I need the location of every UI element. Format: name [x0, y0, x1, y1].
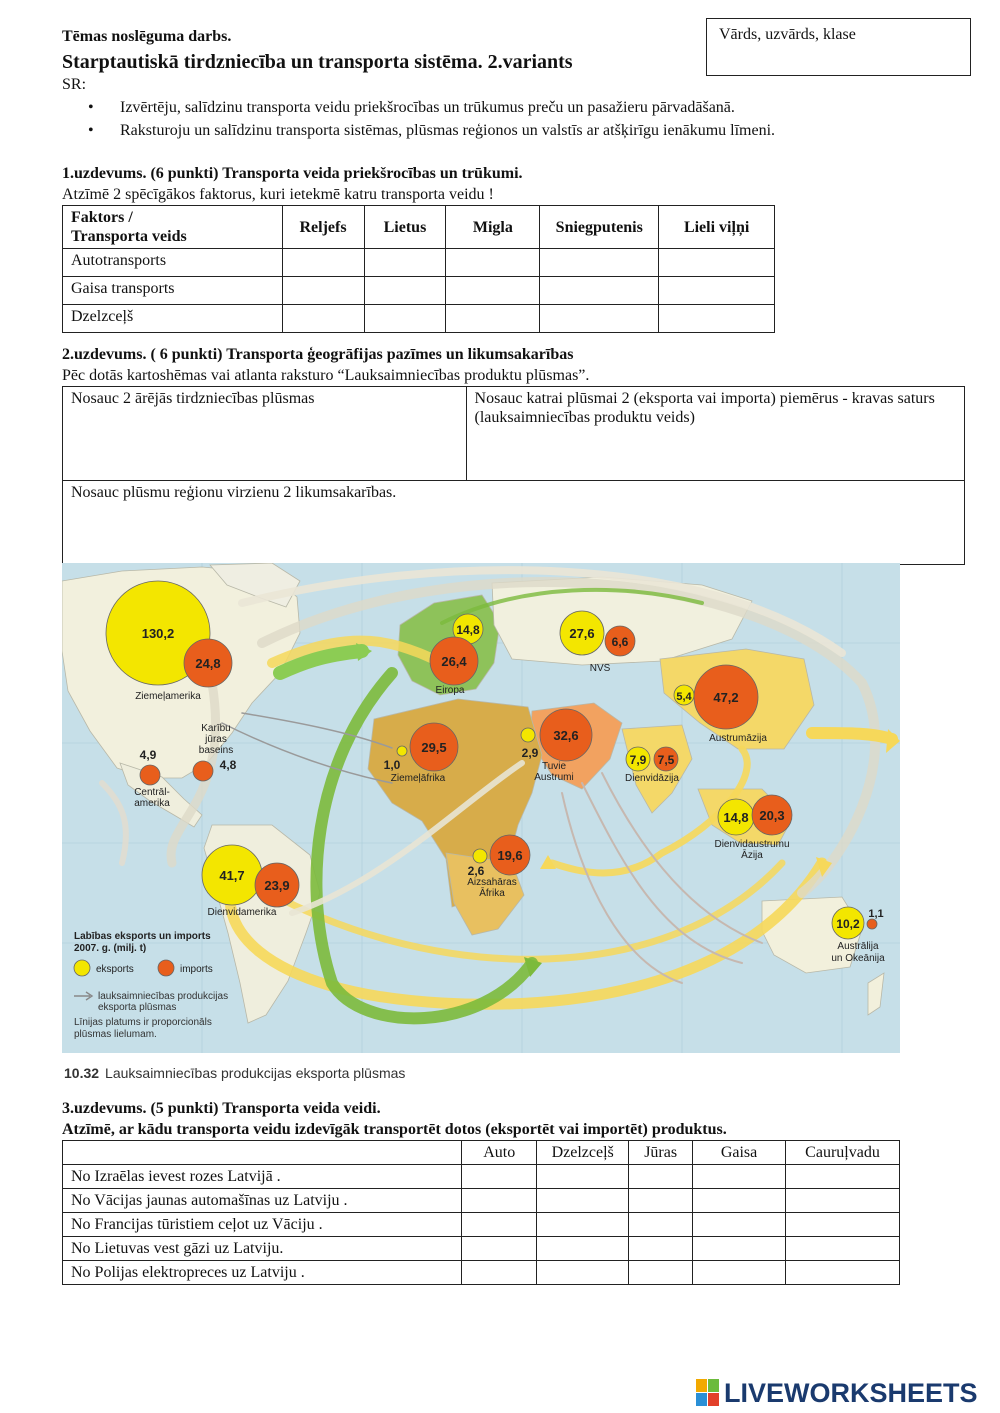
answer-cell[interactable]	[462, 1237, 537, 1261]
answer-cell[interactable]	[446, 305, 540, 333]
legend-import-swatch	[158, 960, 174, 976]
task3-instruction: Atzīmē, ar kādu transporta veidu izdevīgāk transportēt dotos (eksportēt vai importēt) produktus.	[62, 1121, 727, 1138]
legend-note: Līnijas platums ir proporcionāls	[74, 1017, 212, 1028]
region-label: Tuvie	[541, 761, 567, 772]
value-label: 14,8	[456, 623, 480, 637]
value-label: 29,5	[421, 740, 447, 755]
flow-arrow	[812, 733, 892, 739]
region-label: un Okeānija	[831, 953, 885, 964]
task3-title: 3.uzdevums. (5 punkti) Transporta veida veidi.	[62, 1100, 381, 1117]
value-label: 26,4	[441, 654, 467, 669]
answer-cell[interactable]	[629, 1213, 693, 1237]
export-bubble	[521, 728, 535, 742]
task2-flows-label: Nosauc 2 ārējās tirdzniecības plūsmas	[71, 390, 315, 407]
value-label: 41,7	[219, 868, 245, 883]
answer-cell[interactable]	[693, 1261, 786, 1285]
caption-number: 10.32	[64, 1065, 100, 1081]
answer-cell[interactable]	[462, 1261, 537, 1285]
region-label: Austrālija	[837, 941, 879, 952]
region-label: baseins	[198, 745, 234, 756]
task3-col-header: Jūras	[629, 1141, 693, 1165]
answer-cell[interactable]	[786, 1237, 900, 1261]
region-label: NVS	[589, 663, 611, 674]
answer-cell[interactable]	[693, 1237, 786, 1261]
task1-row-label: Autotransports	[63, 249, 283, 277]
answer-cell[interactable]	[629, 1237, 693, 1261]
answer-cell[interactable]	[462, 1189, 537, 1213]
answer-cell[interactable]	[693, 1165, 786, 1189]
region-label: Dienvidāzija	[625, 773, 679, 784]
answer-cell[interactable]	[540, 277, 659, 305]
value-label: 10,2	[836, 917, 860, 931]
answer-cell[interactable]	[629, 1165, 693, 1189]
legend-flow-label: eksporta plūsmas	[98, 1002, 177, 1013]
task2-patterns-label: Nosauc plūsmu reģionu virzienu 2 likumsakarības.	[71, 484, 397, 501]
answer-cell[interactable]	[537, 1189, 629, 1213]
import-bubble	[193, 761, 213, 781]
task1-instruction: Atzīmē 2 spēcīgākos faktorus, kuri ietekmē katru transporta veidu !	[62, 186, 494, 203]
answer-cell[interactable]	[364, 277, 446, 305]
value-label: 4,8	[219, 758, 237, 772]
import-bubble	[867, 919, 877, 929]
task2-table	[62, 386, 965, 565]
task3-row-label: No Polijas elektropreces uz Latviju .	[63, 1261, 462, 1285]
legend-title: Labības eksports un imports	[74, 931, 211, 942]
task2-patterns-cell[interactable]	[63, 481, 965, 565]
region-label: Eiropa	[435, 685, 465, 696]
value-label: 7,5	[657, 753, 675, 767]
task3-col-header: Cauruļvadu	[786, 1141, 900, 1165]
answer-cell[interactable]	[629, 1189, 693, 1213]
answer-cell[interactable]	[786, 1213, 900, 1237]
task1-col-header: Lieli viļņi	[659, 206, 775, 249]
legend-note: plūsmas lielumam.	[74, 1029, 157, 1040]
answer-cell[interactable]	[693, 1213, 786, 1237]
task2-examples-label: Nosauc katrai plūsmai 2 (eksporta vai importa) piemērus - kravas saturs (lauksaimniecības produktu veids)	[474, 390, 935, 426]
answer-cell[interactable]	[364, 305, 446, 333]
world-trade-map	[62, 563, 900, 1053]
answer-cell[interactable]	[693, 1189, 786, 1213]
task3-row-label: No Izraēlas ievest rozes Latvijā .	[63, 1165, 462, 1189]
logo-text: LIVEWORKSHEETS	[724, 1378, 978, 1408]
region-label: Ziemeļāfrika	[390, 773, 446, 784]
answer-cell[interactable]	[282, 249, 364, 277]
region-label: Karību	[201, 723, 231, 734]
task1-table	[62, 205, 775, 333]
value-label: 47,2	[713, 690, 739, 705]
region-label: Austrumāzija	[709, 733, 767, 744]
answer-cell[interactable]	[659, 277, 775, 305]
task3-table	[62, 1140, 900, 1285]
answer-cell[interactable]	[364, 249, 446, 277]
answer-cell[interactable]	[659, 305, 775, 333]
export-bubble	[397, 746, 407, 756]
answer-cell[interactable]	[537, 1237, 629, 1261]
region-label: Aizsahāras	[467, 877, 517, 888]
value-label: 130,2	[141, 626, 175, 641]
export-bubble	[473, 849, 487, 863]
value-label: 20,3	[759, 808, 785, 823]
region-label: Dienvidamerika	[207, 907, 277, 918]
task3-col-header: Gaisa	[693, 1141, 786, 1165]
region-label: Centrāl-	[134, 787, 170, 798]
logo-icon	[696, 1379, 720, 1407]
region-label: Āzija	[741, 850, 763, 861]
task2-title: 2.uzdevums. ( 6 punkti) Transporta ģeogrāfijas pazīmes un likumsakarības	[62, 346, 574, 363]
task2-flows-cell[interactable]	[63, 387, 467, 481]
value-label: 14,8	[723, 810, 749, 825]
value-label: 1,0	[383, 758, 401, 772]
name-field-label: Vārds, uzvārds, klase	[719, 26, 856, 43]
value-label: 6,6	[611, 635, 629, 649]
answer-cell[interactable]	[446, 249, 540, 277]
task1-col-header: Migla	[446, 206, 540, 249]
answer-cell[interactable]	[282, 277, 364, 305]
answer-cell[interactable]	[446, 277, 540, 305]
region-label: Austrumi	[534, 772, 574, 783]
task2-examples-cell[interactable]	[466, 387, 964, 481]
region-label: Āfrika	[479, 888, 505, 899]
value-label: 32,6	[553, 728, 579, 743]
value-label: 5,4	[676, 691, 692, 703]
value-label: 1,1	[868, 908, 884, 920]
answer-cell[interactable]	[629, 1261, 693, 1285]
answer-cell[interactable]	[537, 1261, 629, 1285]
task1-col-header: Sniegputenis	[540, 206, 659, 249]
answer-cell[interactable]	[282, 305, 364, 333]
answer-cell[interactable]	[537, 1213, 629, 1237]
answer-cell[interactable]	[540, 249, 659, 277]
value-label: 4,9	[139, 748, 157, 762]
value-label: 2,6	[467, 864, 485, 878]
liveworksheets-logo	[696, 1378, 996, 1408]
answer-cell[interactable]	[786, 1261, 900, 1285]
import-bubble	[140, 765, 160, 785]
task1-col-header: Reljefs	[282, 206, 364, 249]
region-label: amerika	[134, 798, 170, 809]
answer-cell[interactable]	[786, 1189, 900, 1213]
sr-list	[88, 96, 775, 142]
answer-cell[interactable]	[540, 305, 659, 333]
region-label: Dienvidaustrumu	[714, 839, 790, 850]
sr-bullet: • Raksturoju un salīdzinu transporta sistēmas, plūsmas reģionos un valstīs ar atšķirīgu ienākumu līmeni.	[88, 119, 775, 142]
task1-row-label: Gaisa transports	[63, 277, 283, 305]
answer-cell[interactable]	[462, 1165, 537, 1189]
caption-text: Lauksaimniecības produkcijas eksporta plūsmas	[105, 1065, 406, 1081]
page-title: Starptautiskā tirdzniecība un transporta sistēma. 2.variants	[62, 51, 573, 73]
value-label: 27,6	[569, 626, 595, 641]
task1-col-header: Lietus	[364, 206, 446, 249]
value-label: 7,9	[629, 753, 647, 767]
legend-import-label: imports	[180, 964, 213, 975]
legend-export-label: eksports	[96, 964, 134, 975]
task3-corner-header	[63, 1141, 462, 1165]
task3-row-label: No Lietuvas vest gāzi uz Latviju.	[63, 1237, 462, 1261]
value-label: 23,9	[264, 878, 290, 893]
value-label: 19,6	[497, 848, 523, 863]
task3-row-label: No Francijas tūristiem ceļot uz Vāciju .	[63, 1213, 462, 1237]
answer-cell[interactable]	[659, 249, 775, 277]
topic-line: Tēmas noslēguma darbs.	[62, 28, 232, 45]
answer-cell[interactable]	[462, 1213, 537, 1237]
task1-title: 1.uzdevums. (6 punkti) Transporta veida priekšrocības un trūkumi.	[62, 165, 523, 182]
value-label: 2,9	[521, 746, 539, 760]
task3-row-label: No Vācijas jaunas automašīnas uz Latviju .	[63, 1189, 462, 1213]
task1-row-label: Dzelzceļš	[63, 305, 283, 333]
legend-subtitle: 2007. g. (milj. t)	[74, 943, 147, 954]
task2-instruction: Pēc dotās kartoshēmas vai atlanta raksturo “Lauksaimniecības produktu plūsmas”.	[62, 367, 590, 384]
answer-cell[interactable]	[537, 1165, 629, 1189]
map-caption	[64, 1065, 405, 1081]
legend-export-swatch	[74, 960, 90, 976]
region-label: Ziemeļamerika	[135, 691, 201, 702]
task1-corner-header: Faktors / Transporta veids	[63, 206, 283, 249]
answer-cell[interactable]	[786, 1165, 900, 1189]
task3-col-header: Auto	[462, 1141, 537, 1165]
value-label: 24,8	[195, 656, 221, 671]
region-label: jūras	[205, 734, 227, 745]
sr-label: SR:	[62, 76, 87, 93]
name-field[interactable]	[706, 18, 971, 76]
sr-bullet: • Izvērtēju, salīdzinu transporta veidu priekšrocības un trūkumus preču un pasažieru pārvadāšanā.	[88, 96, 775, 119]
task3-col-header: Dzelzceļš	[537, 1141, 629, 1165]
legend-flow-label: lauksaimniecības produkcijas	[98, 991, 229, 1002]
